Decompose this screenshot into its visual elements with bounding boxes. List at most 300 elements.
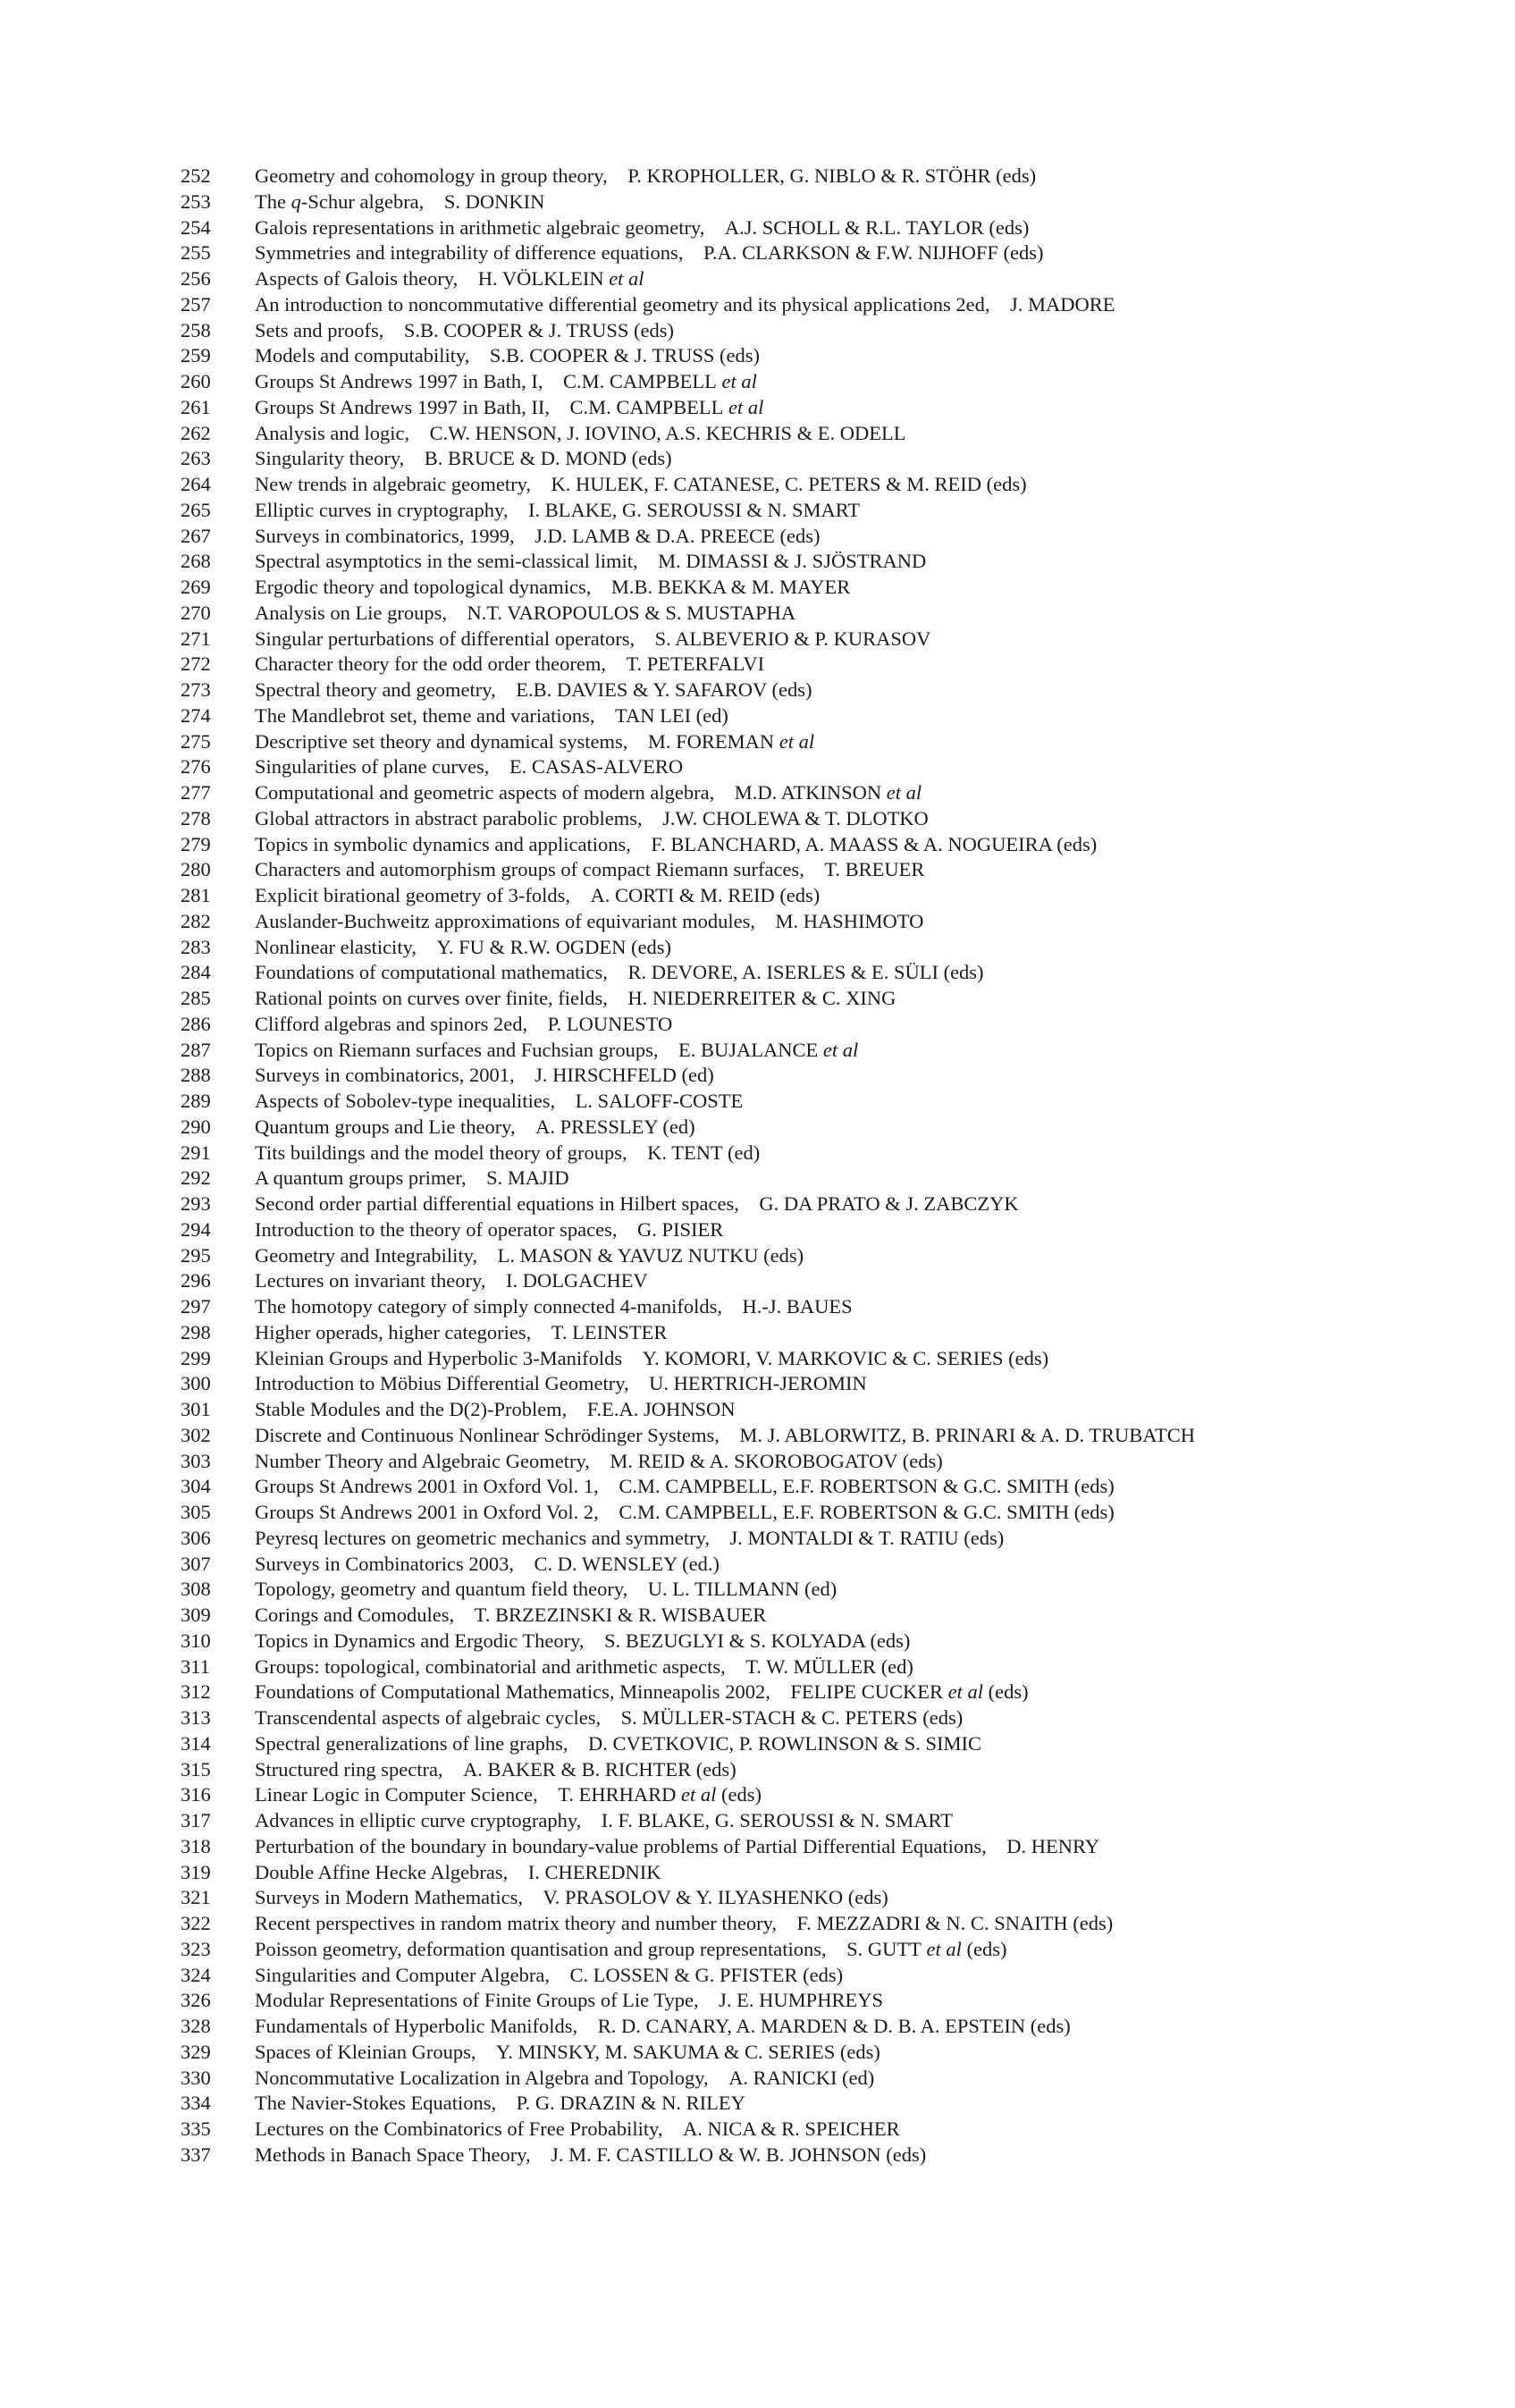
volume-title: The Mandlebrot set, theme and variations, [255, 703, 595, 727]
separator [608, 960, 628, 986]
list-item [181, 1629, 1450, 1654]
separator [568, 1731, 589, 1757]
separator [990, 292, 1011, 318]
separator [581, 1808, 602, 1834]
list-item [181, 857, 1450, 883]
volume-title: Peyresq lectures on geometric mechanics and symmetry, [255, 1526, 710, 1549]
volume-number: 307 [181, 1552, 211, 1575]
volume-authors: J. MONTALDI & T. RATIU (eds) [729, 1526, 1005, 1549]
editor-suffix: (eds) [982, 1680, 1029, 1704]
list-item [181, 960, 1450, 986]
volume-title: Fundamentals of Hyperbolic Manifolds, [255, 2015, 578, 2037]
volume-authors: M. FOREMAN [647, 729, 775, 753]
volume-number: 328 [181, 2015, 211, 2037]
volume-number: 273 [181, 678, 211, 701]
volume-number: 309 [181, 1604, 211, 1626]
volume-title: Lectures on the Combinatorics of Free Probability, [255, 2118, 663, 2140]
volume-title: Explicit birational geometry of 3-folds, [255, 884, 571, 906]
separator [467, 1166, 487, 1191]
volume-authors: Y. KOMORI, V. MARKOVIC & C. SERIES (eds) [642, 1346, 1049, 1369]
volume-authors: T. LEINSTER [551, 1320, 668, 1343]
separator [699, 1988, 720, 2014]
volume-authors: L. SALOFF-COSTE [575, 1090, 744, 1112]
separator [714, 780, 735, 806]
volume-number: 323 [181, 1937, 211, 1960]
list-item [181, 1294, 1450, 1320]
volume-authors: P. LOUNESTO [547, 1012, 673, 1035]
volume-authors: C.W. HENSON, J. IOVINO, A.S. KECHRIS & E. ODELL [429, 421, 906, 444]
volume-number: 288 [181, 1064, 211, 1087]
volume-number: 324 [181, 1963, 211, 1986]
list-item [181, 883, 1450, 909]
volume-title: Topology, geometry and quantum field theory, [255, 1578, 628, 1601]
list-item [181, 678, 1450, 703]
volume-title: New trends in algebraic geometry, [255, 473, 532, 495]
volume-number: 289 [181, 1090, 211, 1112]
volume-title: Perturbation of the boundary in boundary-value problems of Partial Differential Equations, [255, 1834, 987, 1857]
volume-authors: S. DONKIN [443, 189, 545, 213]
title-text: -Schur algebra, [300, 189, 425, 213]
volume-number: 294 [181, 1217, 211, 1241]
separator [770, 1680, 791, 1705]
volume-number: 271 [181, 627, 211, 650]
list-item [181, 1115, 1450, 1141]
volume-authors: J. HIRSCHFELD (ed) [534, 1064, 714, 1087]
list-item [181, 498, 1450, 524]
volume-authors: J.D. LAMB & D.A. PREECE (eds) [534, 524, 821, 547]
volume-number: 316 [181, 1783, 211, 1806]
list-item [181, 1911, 1450, 1937]
separator [755, 909, 776, 935]
volume-number: 252 [181, 164, 211, 187]
list-item [181, 1217, 1450, 1243]
volume-number: 293 [181, 1192, 211, 1215]
volume-number: 315 [181, 1757, 211, 1781]
volume-authors: TAN LEI (ed) [615, 703, 728, 727]
volume-number: 322 [181, 1912, 211, 1934]
volume-authors: P. G. DRAZIN & N. RILEY [516, 2092, 745, 2115]
volume-title: Nonlinear elasticity, [255, 935, 417, 958]
list-item [181, 1654, 1450, 1680]
list-item [181, 909, 1450, 935]
et-al-marker: et al [926, 1937, 962, 1960]
separator [476, 2040, 496, 2066]
list-item [181, 395, 1450, 421]
volume-authors: A. PRESSLEY (ed) [535, 1115, 695, 1138]
separator [827, 1937, 847, 1963]
volume-authors: M. DIMASSI & J. SJÖSTRAND [658, 550, 927, 573]
volume-number: 291 [181, 1141, 211, 1164]
volume-title: Discrete and Continuous Nonlinear Schrödinger Systems, [255, 1423, 720, 1446]
separator [804, 857, 825, 883]
volume-authors: L. MASON & YAVUZ NUTKU (eds) [497, 1243, 804, 1267]
volume-number: 337 [181, 2143, 211, 2166]
list-item [181, 1371, 1450, 1397]
volume-number: 256 [181, 267, 211, 290]
separator [777, 1911, 797, 1937]
volume-title: An introduction to noncommutative differential geometry and its physical applications 2ed, [255, 292, 990, 316]
list-item [181, 1346, 1450, 1372]
separator [606, 652, 627, 678]
list-item [181, 292, 1450, 318]
volume-number: 264 [181, 473, 211, 495]
volume-title: Methods in Banach Space Theory, [255, 2143, 531, 2166]
separator [447, 601, 467, 627]
separator [618, 1217, 638, 1243]
volume-authors: S. ALBEVERIO & P. KURASOV [654, 627, 931, 650]
volume-title: Surveys in Modern Mathematics, [255, 1886, 523, 1909]
volume-authors: M. REID & A. SKOROBOGATOV (eds) [610, 1449, 943, 1472]
volume-number: 318 [181, 1834, 211, 1857]
list-item [181, 652, 1450, 678]
list-item [181, 1680, 1450, 1705]
volume-authors: M. J. ABLORWITZ, B. PRINARI & A. D. TRUBATCH [739, 1423, 1196, 1446]
separator [720, 1423, 740, 1449]
volume-title: Groups St Andrews 1997 in Bath, II, [255, 395, 550, 418]
volume-title: Galois representations in arithmetic algebraic geometry, [255, 215, 705, 239]
separator [508, 1860, 528, 1886]
volume-title: Double Affine Hecke Algebras, [255, 1860, 509, 1883]
volume-title: Groups St Andrews 1997 in Bath, I, [255, 370, 543, 392]
volume-authors: C.M. CAMPBELL, E.F. ROBERTSON & G.C. SMITH (eds) [619, 1475, 1115, 1498]
volume-title: Second order partial differential equations in Hilbert spaces, [255, 1192, 739, 1215]
list-item [181, 318, 1450, 344]
volume-title: Aspects of Galois theory, [255, 267, 459, 290]
volume-number: 259 [181, 344, 211, 367]
volume-title: Spectral theory and geometry, [255, 678, 496, 701]
list-item [181, 524, 1450, 550]
list-item [181, 754, 1450, 780]
separator [570, 883, 591, 909]
volume-authors: S. MÜLLER-STACH & C. PETERS (eds) [620, 1706, 964, 1729]
volume-number: 270 [181, 601, 211, 624]
volume-number: 284 [181, 961, 211, 984]
list-item [181, 1141, 1450, 1166]
volume-number: 296 [181, 1269, 211, 1292]
list-item [181, 1166, 1450, 1191]
volume-authors: V. PRASOLOV & Y. ILYASHENKO (eds) [543, 1886, 888, 1909]
volume-authors: M.D. ATKINSON [734, 781, 882, 804]
volume-number: 292 [181, 1166, 211, 1190]
et-al-marker: et al [728, 395, 764, 418]
separator [555, 1089, 576, 1115]
volume-authors: P. KROPHOLLER, G. NIBLO & R. STÖHR (eds) [627, 164, 1037, 187]
volume-number: 253 [181, 189, 211, 213]
separator [726, 1654, 746, 1680]
volume-number: 268 [181, 550, 211, 573]
list-item [181, 1782, 1450, 1808]
volume-title: Surveys in Combinatorics 2003, [255, 1552, 514, 1575]
volume-authors: A.J. SCHOLL & R.L. TAYLOR (eds) [724, 215, 1030, 239]
volume-title: The Navier-Stokes Equations, [255, 2092, 497, 2115]
volume-title: Elliptic curves in cryptography, [255, 498, 509, 521]
volume-authors: C.M. CAMPBELL [563, 370, 717, 392]
volume-title: Groups St Andrews 2001 in Oxford Vol. 2, [255, 1501, 599, 1523]
volume-title: Singularity theory, [255, 447, 405, 470]
separator [585, 1629, 605, 1654]
list-item [181, 1705, 1450, 1731]
separator [383, 318, 404, 344]
separator [531, 2143, 551, 2168]
volume-authors: F. BLANCHARD, A. MAASS & A. NOGUEIRA (eds) [651, 832, 1098, 855]
volume-authors: B. BRUCE & D. MOND (eds) [424, 447, 672, 470]
volume-title: Kleinian Groups and Hyperbolic 3-Manifolds [255, 1346, 623, 1369]
volume-number: 297 [181, 1295, 211, 1318]
list-item [181, 601, 1450, 627]
separator [595, 703, 616, 729]
volume-authors: I. CHEREDNIK [527, 1860, 661, 1883]
volume-authors: S.B. COOPER & J. TRUSS (eds) [489, 344, 761, 367]
list-item [181, 2014, 1450, 2040]
separator [515, 524, 535, 550]
list-item [181, 1191, 1450, 1217]
volume-authors: E.B. DAVIES & Y. SAFAROV (eds) [516, 678, 812, 701]
volume-title: Rational points on curves over finite, fields, [255, 987, 608, 1009]
volume-number: 281 [181, 884, 211, 906]
list-item [181, 446, 1450, 472]
volume-title [255, 189, 424, 215]
volume-number: 334 [181, 2092, 211, 2115]
volume-number: 300 [181, 1372, 211, 1395]
volume-number: 312 [181, 1680, 211, 1704]
volume-number: 311 [181, 1654, 210, 1678]
volume-title: Spectral generalizations of line graphs, [255, 1731, 568, 1755]
volume-title: Topics in symbolic dynamics and applications, [255, 832, 631, 855]
volume-number: 285 [181, 987, 211, 1009]
volume-number: 255 [181, 241, 211, 265]
title-math-symbol: q [290, 189, 301, 213]
separator [523, 1885, 543, 1911]
list-item [181, 1500, 1450, 1526]
separator [577, 2014, 598, 2040]
separator [704, 215, 725, 241]
list-item [181, 189, 1450, 215]
volume-title: A quantum groups primer, [255, 1166, 467, 1190]
volume-number: 272 [181, 653, 211, 676]
volume-authors: C. D. WENSLEY (ed.) [534, 1552, 720, 1575]
volume-authors: G. DA PRATO & J. ZABCZYK [759, 1192, 1019, 1215]
volume-number: 306 [181, 1526, 211, 1549]
volume-number: 295 [181, 1243, 211, 1267]
separator [710, 1526, 730, 1552]
volume-number: 267 [181, 524, 211, 547]
volume-number: 282 [181, 909, 211, 932]
volume-number: 321 [181, 1886, 211, 1909]
volume-authors: FELIPE CUCKER [790, 1680, 943, 1704]
volume-number: 326 [181, 1989, 211, 2012]
volume-title: Structured ring spectra, [255, 1757, 443, 1781]
volume-authors: H. VÖLKLEIN [477, 267, 604, 290]
separator [567, 1397, 587, 1423]
separator [599, 1474, 619, 1500]
et-al-marker: et al [822, 1038, 859, 1061]
separator [514, 1552, 534, 1578]
volume-title: Quantum groups and Lie theory, [255, 1115, 516, 1138]
volume-title: Tits buildings and the model theory of groups, [255, 1141, 627, 1164]
volume-authors: T. W. MÜLLER (ed) [745, 1654, 913, 1678]
separator [631, 832, 652, 858]
volume-title: Corings and Comodules, [255, 1604, 455, 1626]
volume-title: Linear Logic in Computer Science, [255, 1783, 538, 1806]
volume-title: Topics on Riemann surfaces and Fuchsian groups, [255, 1038, 659, 1061]
list-item [181, 1449, 1450, 1475]
volume-authors: A. NICA & R. SPEICHER [683, 2118, 900, 2140]
list-item [181, 806, 1450, 832]
volume-number: 302 [181, 1423, 211, 1446]
separator [622, 1346, 643, 1372]
volume-title: Groups: topological, combinatorial and arithmetic aspects, [255, 1654, 726, 1678]
et-al-marker: et al [947, 1680, 983, 1704]
volume-number: 287 [181, 1038, 211, 1061]
list-item [181, 729, 1450, 755]
volume-title: Foundations of computational mathematics, [255, 961, 608, 984]
volume-authors: E. CASAS-ALVERO [509, 755, 684, 779]
list-item [181, 575, 1450, 601]
list-item [181, 240, 1450, 266]
volume-authors: A. RANICKI (ed) [728, 2066, 875, 2089]
list-item [181, 369, 1450, 395]
volume-authors: U. L. TILLMANN (ed) [647, 1578, 837, 1601]
volume-title: Sets and proofs, [255, 318, 384, 341]
volume-authors: S. GUTT [846, 1937, 922, 1960]
volume-number: 290 [181, 1115, 211, 1138]
list-item [181, 1320, 1450, 1346]
volume-number: 286 [181, 1012, 211, 1035]
separator [608, 164, 628, 189]
list-item [181, 1577, 1450, 1603]
list-item [181, 1731, 1450, 1757]
series-list [181, 164, 1450, 2168]
list-item [181, 215, 1450, 241]
separator [658, 1038, 678, 1064]
list-item [181, 1012, 1450, 1038]
volume-authors: F. MEZZADRI & N. C. SNAITH (eds) [796, 1912, 1114, 1934]
separator [722, 1294, 743, 1320]
volume-authors: K. HULEK, F. CATANESE, C. PETERS & M. REID (eds) [551, 473, 1027, 495]
editor-suffix: (eds) [716, 1783, 762, 1806]
separator [443, 1757, 464, 1783]
volume-number: 279 [181, 832, 211, 855]
volume-number: 276 [181, 755, 211, 779]
volume-number: 304 [181, 1475, 211, 1498]
volume-authors: E. BUJALANCE [678, 1038, 819, 1061]
volume-title: Foundations of Computational Mathematics, Minneapolis 2002, [255, 1680, 770, 1704]
et-al-marker: et al [609, 267, 644, 290]
list-item [181, 1834, 1450, 1860]
volume-title: Singularities of plane curves, [255, 755, 490, 779]
et-al-marker: et al [779, 729, 815, 753]
list-item [181, 266, 1450, 292]
list-item [181, 1474, 1450, 1500]
list-item [181, 421, 1450, 447]
volume-authors: T. BREUER [824, 858, 925, 881]
volume-number: 278 [181, 806, 211, 829]
list-item [181, 832, 1450, 858]
volume-number: 258 [181, 318, 211, 341]
volume-title: Singularities and Computer Algebra, [255, 1963, 550, 1986]
list-item [181, 1937, 1450, 1963]
volume-number: 308 [181, 1578, 211, 1601]
list-item [181, 986, 1450, 1012]
list-item [181, 1089, 1450, 1115]
volume-title: Surveys in combinatorics, 1999, [255, 524, 515, 547]
separator [531, 1320, 551, 1346]
volume-title: Descriptive set theory and dynamical systems, [255, 729, 628, 753]
separator [477, 1243, 498, 1269]
separator [663, 2117, 684, 2143]
separator [515, 1063, 535, 1089]
volume-title: Groups St Andrews 2001 in Oxford Vol. 1, [255, 1475, 599, 1498]
volume-number: 313 [181, 1706, 211, 1729]
volume-title: Recent perspectives in random matrix theory and number theory, [255, 1912, 777, 1934]
list-item [181, 1243, 1450, 1269]
volume-number: 305 [181, 1501, 211, 1523]
separator [709, 2066, 729, 2092]
volume-authors: G. PISIER [637, 1217, 724, 1241]
volume-authors: T. PETERFALVI [626, 653, 765, 676]
volume-title: Ergodic theory and topological dynamics, [255, 576, 592, 598]
list-item [181, 164, 1450, 189]
list-item [181, 343, 1450, 369]
volume-authors: C. LOSSEN & G. PFISTER (eds) [569, 1963, 844, 1986]
volume-authors: I. F. BLAKE, G. SEROUSSI & N. SMART [601, 1809, 953, 1831]
volume-title: Topics in Dynamics and Ergodic Theory, [255, 1629, 585, 1652]
volume-title: Lectures on invariant theory, [255, 1269, 486, 1292]
volume-title: Auslander-Buchweitz approximations of equivariant modules, [255, 909, 756, 932]
volume-authors: T. BRZEZINSKI & R. WISBAUER [474, 1604, 767, 1626]
separator [485, 1268, 506, 1294]
volume-number: 262 [181, 421, 211, 444]
et-al-marker: et al [886, 781, 922, 804]
volume-number: 265 [181, 498, 211, 521]
volume-number: 317 [181, 1809, 211, 1831]
separator [683, 240, 703, 266]
list-item [181, 1808, 1450, 1834]
volume-authors: U. HERTRICH-JEROMIN [649, 1372, 867, 1395]
volume-title: Introduction to the theory of operator spaces, [255, 1217, 618, 1241]
volume-authors: P.A. CLARKSON & F.W. NIJHOFF (eds) [703, 241, 1044, 265]
separator [550, 395, 570, 421]
list-item [181, 1063, 1450, 1089]
separator [629, 1371, 650, 1397]
volume-title: The homotopy category of simply connected 4-manifolds, [255, 1295, 722, 1318]
list-item [181, 2040, 1450, 2066]
list-item [181, 1268, 1450, 1294]
volume-title: Characters and automorphism groups of compact Riemann surfaces, [255, 858, 804, 881]
separator [550, 1963, 570, 1989]
volume-authors: K. TENT (ed) [647, 1141, 761, 1164]
separator [527, 1012, 548, 1038]
list-item [181, 2143, 1450, 2168]
separator [599, 1500, 619, 1526]
separator [635, 627, 655, 653]
separator [404, 446, 425, 472]
list-item [181, 549, 1450, 575]
separator [608, 986, 628, 1012]
volume-number: 283 [181, 935, 211, 958]
volume-authors: T. EHRHARD [558, 1783, 677, 1806]
list-item [181, 1885, 1450, 1911]
list-item [181, 472, 1450, 498]
list-item [181, 1397, 1450, 1423]
volume-title: Modular Representations of Finite Groups of Lie Type, [255, 1989, 699, 2012]
volume-number: 277 [181, 781, 211, 804]
volume-title: Poisson geometry, deformation quantisation and group representations, [255, 1937, 827, 1960]
volume-title: Analysis on Lie groups, [255, 601, 447, 624]
separator [454, 1603, 475, 1629]
list-item [181, 780, 1450, 806]
volume-number: 329 [181, 2040, 211, 2063]
